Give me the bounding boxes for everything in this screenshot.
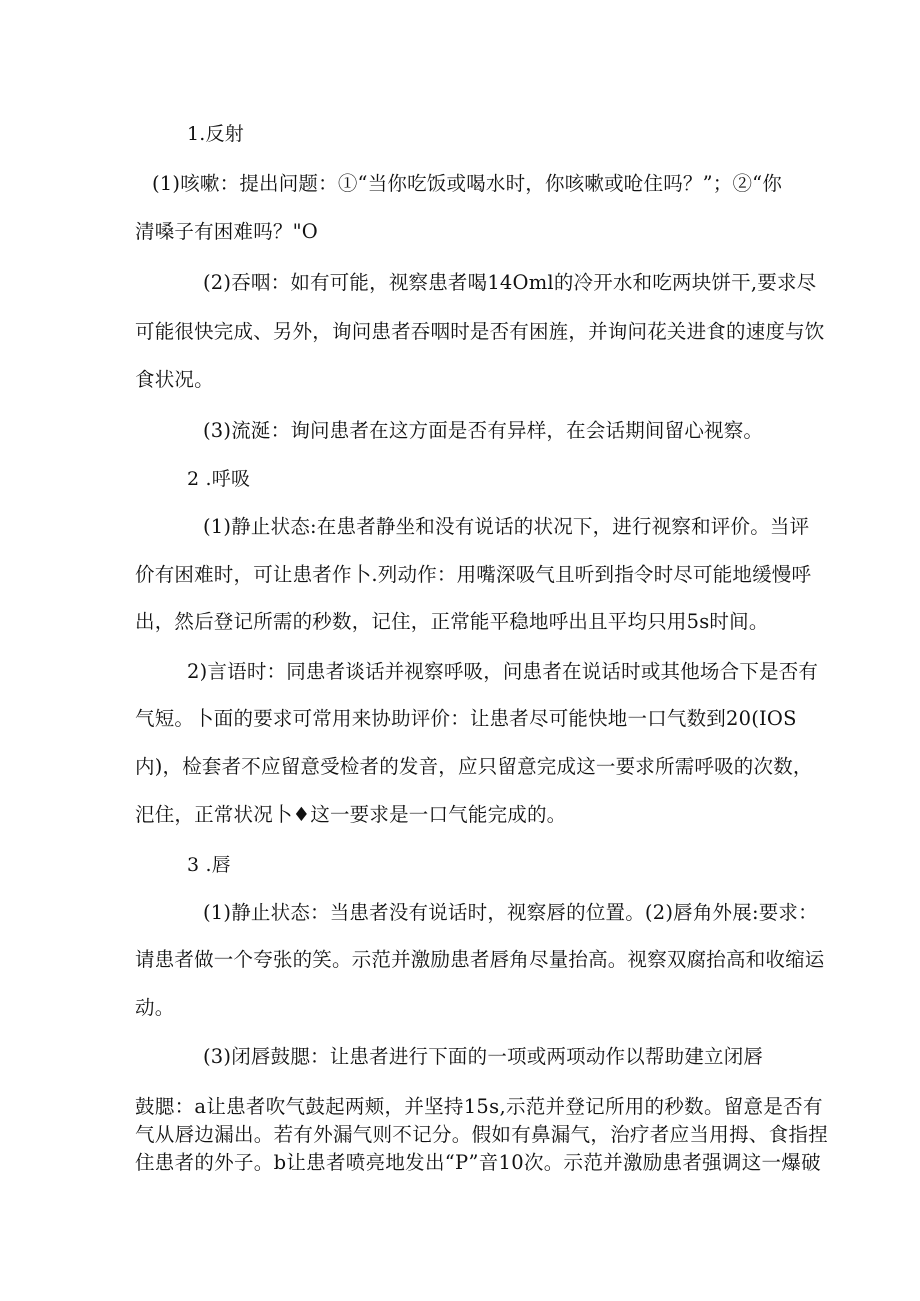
paragraph-5-line-4: 汜住，正常状况卜♦这一要求是一口气能完成的。 [135,803,567,826]
paragraph-7-line-2: 鼓腮：a让患者吹气鼓起两颊，并坚持15s,示范并登记所用的秒数。留意是否有 [135,1095,823,1118]
section-3-heading: 3 .唇 [187,854,231,876]
paragraph-2-line-1: (2)吞咽：如有可能，视察患者喝14Oml的冷开水和吃两块饼干,要求尽 [203,271,817,294]
paragraph-4-line-3: 出，然后登记所需的秒数，记住，正常能平稳地呼出且平均只用5s时间。 [135,610,769,633]
paragraph-6-line-2: 请患者做一个夸张的笑。示范并激励患者唇角尽量抬高。视察双腐抬高和收缩运 [135,948,825,971]
paragraph-3-line-1: (3)流涎：询问患者在这方面是否有异样，在会话期间留心视察。 [203,419,764,442]
paragraph-6-line-3: 动。 [135,996,175,1019]
paragraph-1-line-2: 清嗓子有困难吗？"O [135,220,318,243]
paragraph-5-line-3: 内)，检套者不应留意受检者的发音，应只留意完成这一要求所需呼吸的次数， [135,755,813,778]
paragraph-5-line-2: 气短。卜面的要求可常用来协助评价：让患者尽可能快地一口气数到20(IOS [135,707,797,730]
paragraph-7-line-4: 住患者的外子。b让患者喷亮地发出“P”音10次。示范并激励患者强调这一爆破 [135,1151,821,1174]
paragraph-1-line-1: (1)咳嗽：提出问题：①“当你吃饭或喝水时，你咳嗽或呛住吗？”；②“你 [152,172,783,195]
paragraph-6-line-1: (1)静止状态：当患者没有说话时，视察唇的位置。(2)唇角外展:要求： [203,901,818,924]
paragraph-7-line-3: 气从唇边漏出。若有外漏气则不记分。假如有鼻漏气，治疗者应当用拇、食指捏 [135,1123,829,1146]
section-2-heading: 2 .呼吸 [187,468,251,490]
paragraph-5-line-1: 2)言语时：同患者谈话并视察呼吸，问患者在说话时或其他场合下是否有 [187,660,819,683]
paragraph-2-line-3: 食状况。 [135,368,214,391]
paragraph-2-line-2: 可能很快完成、另外，询问患者吞咽时是否有困旌，并询问花关进食的速度与饮 [135,320,825,343]
paragraph-7-line-1: (3)闭唇鼓腮：让患者进行下面的一项或两项动作以帮助建立闭唇 [203,1045,764,1068]
section-1-heading: 1.反射 [187,123,244,145]
paragraph-4-line-1: (1)静止状态:在患者静坐和没有说话的状况下，进行视察和评价。当评 [203,515,810,538]
paragraph-4-line-2: 价有困难时，可让患者作卜.列动作：用嘴深吸气且听到指令时尽可能地缓慢呼 [135,563,812,586]
